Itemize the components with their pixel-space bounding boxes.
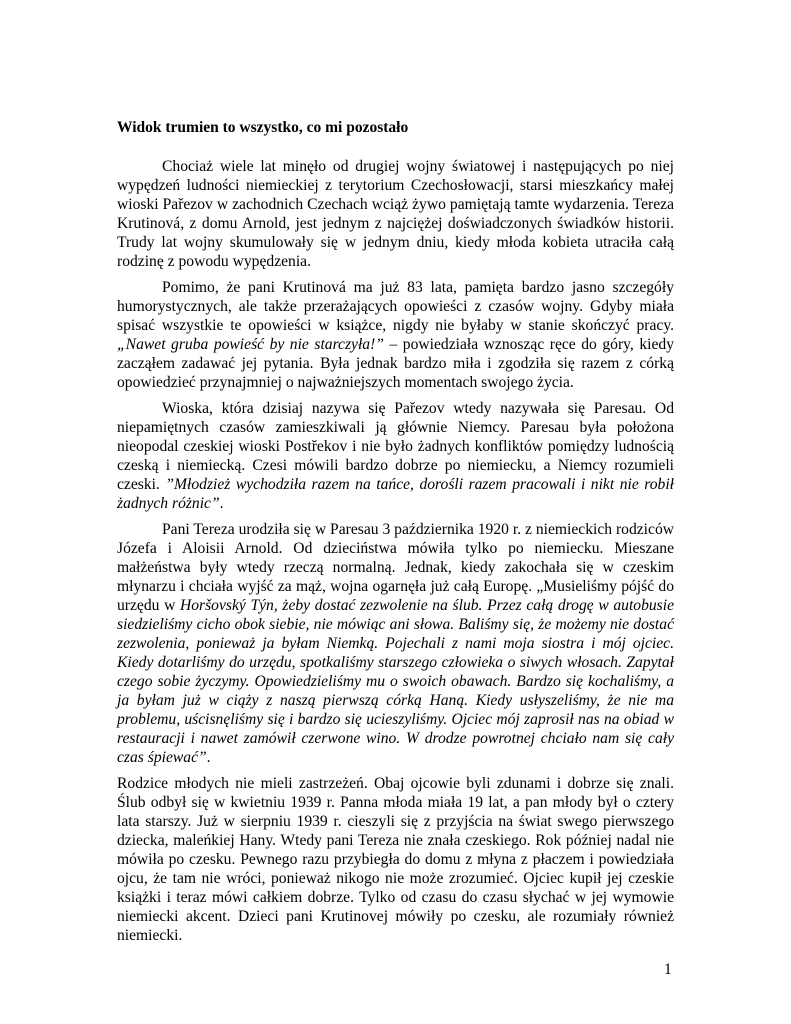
article-title: Widok trumien to wszystko, co mi pozostało xyxy=(117,119,409,136)
quote-text: Horšovský Týn, żeby dostać zezwolenie na ślub. Przez całą drogę w autobusie siedzieliśmy cicho obok siebie, nie mówiąc ani słowa. Baliśmy się, że możemy nie dostać zezwolenia, ponieważ ja byłam Niemką. Pojechali z nami moja siostra i mój ojciec. Kiedy dotarliśmy do urzędu, spotkaliśmy starszego człowieka o siwych włosach. Zapytał czego sobie życzymy. Opowiedzieliśmy mu o swoich obawach. Bardzo się kochaliśmy, a ja byłam już w ciąży z naszą pierwszą córką Haną. Kiedy usłyszeliśmy, że nie ma problemu, uścisnęliśmy się i bardzo się ucieszyliśmy. Ojciec mój zaprosił nas na obiad w restauracji i nawet zamówił czerwone wino. W drodze powrotnej chciało nam się cały czas śpiewać” xyxy=(117,597,674,766)
quote-text: ”Młodzież wychodziła razem na tańce, dorośli razem pracowali i nikt nie robił żadnych różnic” xyxy=(117,476,674,512)
paragraph-text: . xyxy=(206,749,211,766)
paragraph-text: Pani Tereza urodziła się w Paresau 3 października 1920 r. z niemieckich rodziców Józefa i Aloisii Arnold. Od dzieciństwa mówiła tylko po niemiecku. Mieszane małżeństwa były wtedy rzeczą normalną. Jednak, kiedy zakochała się w czeskim młynarzu i chciała wyjść za mąż, wojna ogarnęła już całą Europę. „Musieliśmy pójść do urzędu w xyxy=(117,521,674,614)
paragraph xyxy=(117,520,674,767)
paragraph xyxy=(117,157,674,271)
article-body xyxy=(117,157,674,952)
paragraph-text: . xyxy=(219,495,224,512)
paragraph-text: Wioska, która dzisiaj nazywa się Pařezov wtedy nazywała się Paresau. Od niepamiętnych czasów zamieszkiwali ją głównie Niemcy. Paresau była położona nieopodal czeskiej wioski Postřekov i nie było żadnych konfliktów pomiędzy ludnością czeską i niemiecką. Czesi mówili bardzo dobrze po niemiecku, a Niemcy rozumieli czeski. xyxy=(117,400,674,493)
paragraph xyxy=(117,278,674,392)
paragraph-text: Rodzice młodych nie mieli zastrzeżeń. Obaj ojcowie byli zdunami i dobrze się znali. Ślub odbył się w kwietniu 1939 r. Panna młoda miała 19 lat, a pan młody był o cztery lata starszy. Już w sierpniu 1939 r. cieszyli się z przyjścia na świat swego pierwszego dziecka, maleńkiej Hany. Wtedy pani Tereza nie znała czeskiego. Rok później nadal nie mówiła po czesku. Pewnego razu przybiegła do domu z młyna z płaczem i powiedziała ojcu, że tam nie wróci, ponieważ nikogo nie może zrozumieć. Ojciec kupił jej czeskie książki i teraz mówi całkiem dobrze. Tylko od czasu do czasu słychać w jej wymowie niemiecki akcent. Dzieci pani Krutinovej mówiły po czesku, ale rozumiały również niemiecki. xyxy=(117,775,674,944)
paragraph-text: Pomimo, że pani Krutinová ma już 83 lata, pamięta bardzo jasno szczegóły humorystycznych, ale także przerażających opowieści z czasów wojny. Gdyby miała spisać wszystkie te opowieści w książce, nigdy nie byłaby w stanie skończyć pracy. xyxy=(117,279,674,334)
paragraph xyxy=(117,399,674,513)
quote-text: „Nawet gruba powieść by nie starczyła!” xyxy=(117,336,384,353)
paragraph-text: Chociaż wiele lat minęło od drugiej wojny światowej i następujących po niej wypędzeń ludności niemieckiej z terytorium Czechosłowacji, starsi mieszkańcy małej wioski Pařezov w zachodnich Czechach wciąż żywo pamiętają tamte wydarzenia. Tereza Krutinová, z domu Arnold, jest jednym z najciężej doświadczonych świadków historii. Trudy lat wojny skumulowały się w jednym dniu, kiedy młoda kobieta utraciła całą rodzinę z powodu wypędzenia. xyxy=(117,158,674,270)
page-number: 1 xyxy=(664,961,672,978)
paragraph xyxy=(117,774,674,945)
paragraph-text: – powiedziała wznosząc ręce do góry, kiedy zacząłem zadawać jej pytania. Była jednak bardzo miła i zgodziła się razem z córką opowiedzieć przynajmniej o najważniejszych momentach swojego życia. xyxy=(117,336,674,391)
